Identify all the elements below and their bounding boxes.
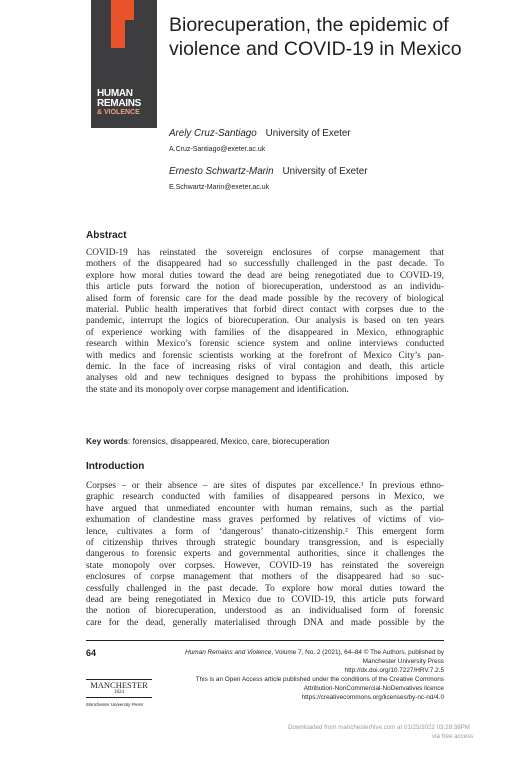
introduction-body — [86, 481, 444, 629]
doi-link[interactable]: http://dx.doi.org/10.7227/HRV.7.2.5 — [344, 667, 444, 674]
publisher-logo-subtitle: Manchester University Press — [86, 702, 144, 707]
author-2-email[interactable]: E.Schwartz-Marin@exeter.ac.uk — [169, 184, 270, 191]
abstract-line: research within Mexico’s forensic science system and online interviews conducted — [86, 339, 444, 350]
author-1-affiliation: University of Exeter — [265, 128, 351, 139]
access-watermark: via free access — [432, 733, 474, 740]
publisher-logo-name: MANCHESTER — [90, 680, 148, 690]
publisher-logo-year: 1824 — [114, 690, 124, 695]
abstract-line: of experience working with families of the disappeared in Mexico, ethnographic — [86, 327, 444, 338]
abstract-line: mothers of the disappeared had so successfully challenged in the past decade. To — [86, 259, 444, 270]
logo-accent-bar — [111, 0, 125, 48]
abstract-heading: Abstract — [86, 230, 127, 241]
title-line-2: violence and COVID-19 in Mexico — [169, 38, 462, 60]
author-2-affiliation: University of Exeter — [282, 166, 368, 177]
citation-line-1 — [114, 648, 444, 657]
page-number: 64 — [86, 648, 97, 658]
intro-line: have argued that unmediated encounter with human remains, such as the partial — [86, 503, 444, 514]
abstract-line: pandemic, interrupt the logics of biorecuperation. Our analysis is based on ten years — [86, 316, 444, 327]
footer-rule — [86, 640, 444, 641]
license-line-1: This is an Open Access article published under the conditions of the Creative Commons — [195, 676, 444, 683]
download-watermark: Downloaded from manchesterhive.com at 01/25/2022 03:28:38PM — [288, 724, 470, 731]
publisher-logo — [86, 679, 152, 698]
abstract-line: demic. In the face of increasing risks of viral contagion and death, this article — [86, 362, 444, 373]
author-2-name: Ernesto Schwartz-Marin — [169, 166, 274, 177]
intro-line: dead are being renegotiated in Mexico due to COVID-19, this article puts forward — [86, 595, 444, 606]
abstract-line: material. Public health imperatives that forbid direct contact with corpses due to the — [86, 305, 444, 316]
abstract-body — [86, 248, 444, 396]
intro-line: graphic research conducted with families of disappeared persons in Mexico, we — [86, 492, 444, 503]
author-2 — [169, 166, 367, 177]
intro-line: dangerous to forensic experts and governmental authorities, since it challenges the — [86, 549, 444, 560]
intro-line: Corpses – or their absence – are sites of disputes par excellence.¹ In previous ethno- — [86, 481, 444, 491]
journal-name: Human Remains and Violence — [185, 649, 272, 656]
author-1 — [169, 128, 351, 139]
author-1-email[interactable]: A.Cruz-Santiago@exeter.ac.uk — [169, 146, 266, 153]
intro-line: exhumation of clandestine mass graves performed by relatives of victims of vio- — [86, 515, 444, 526]
title-line-1: Biorecuperation, the epidemic of — [169, 14, 449, 36]
abstract-line: alised form of forensic care for the dead made possible by the recovery of biological — [86, 293, 444, 304]
intro-line: of citizenship thrives through strategic boundary transgression, and is especially — [86, 538, 444, 549]
citation-details: , Volume 7, No. 2 (2021), 64–84 © The Authors, published by — [271, 649, 444, 656]
intro-line: care for the dead, generally materialised through DNA and made possible by the — [86, 617, 444, 628]
intro-line: the notion of biorecuperation, understood as an individualised form of forensic — [86, 606, 444, 617]
article-title — [169, 13, 499, 61]
abstract-line: the state and its monopoly over corpse management and identification. — [86, 384, 349, 395]
keywords — [86, 436, 330, 446]
intro-line: state monopoly over corpses. However, COVID-19 has reinstated the sovereign — [86, 560, 444, 571]
intro-line: enclosures of corpse management that mothers of the disappeared had so suc- — [86, 572, 444, 583]
license-line-2: Attribution-NonCommercial-NoDerivatives licence — [303, 685, 444, 692]
intro-line: lence, cultivates a form of ‘dangerous’ thanato-citizenship.² This emergent form — [86, 526, 444, 537]
license-url[interactable]: https://creativecommons.org/licenses/by-nc-nd/4.0 — [301, 694, 444, 701]
logo-line-2: REMAINS — [97, 98, 142, 109]
intro-line: cessfully challenged in the past decade. To explore how moral duties toward the — [86, 583, 444, 594]
keywords-list: : forensics, disappeared, Mexico, care, biorecuperation — [127, 436, 330, 446]
publisher-line: Manchester University Press — [362, 658, 444, 665]
logo-line-3: & VIOLENCE — [97, 109, 140, 116]
logo-wordmark — [97, 89, 155, 117]
abstract-line: COVID-19 has reinstated the sovereign enclosures of corpse management that — [86, 248, 444, 258]
author-1-name: Arely Cruz-Santiago — [169, 128, 257, 139]
keywords-label: Key words — [86, 436, 128, 446]
citation-block — [114, 648, 444, 702]
logo-accent-tab — [125, 0, 134, 20]
introduction-heading: Introduction — [86, 461, 145, 472]
abstract-line: analyses old and new techniques designed to bypass the prohibitions imposed by — [86, 373, 444, 384]
abstract-line: this article puts forward the notion of biorecuperation, understood as an individu- — [86, 282, 444, 293]
abstract-line: explore how moral duties toward the dead are being renegotiated due to COVID-19, — [86, 270, 444, 281]
logo-line-1: HUMAN — [97, 88, 133, 99]
abstract-line: with medics and forensic scientists working at the forefront of Mexico City’s pan- — [86, 350, 444, 361]
